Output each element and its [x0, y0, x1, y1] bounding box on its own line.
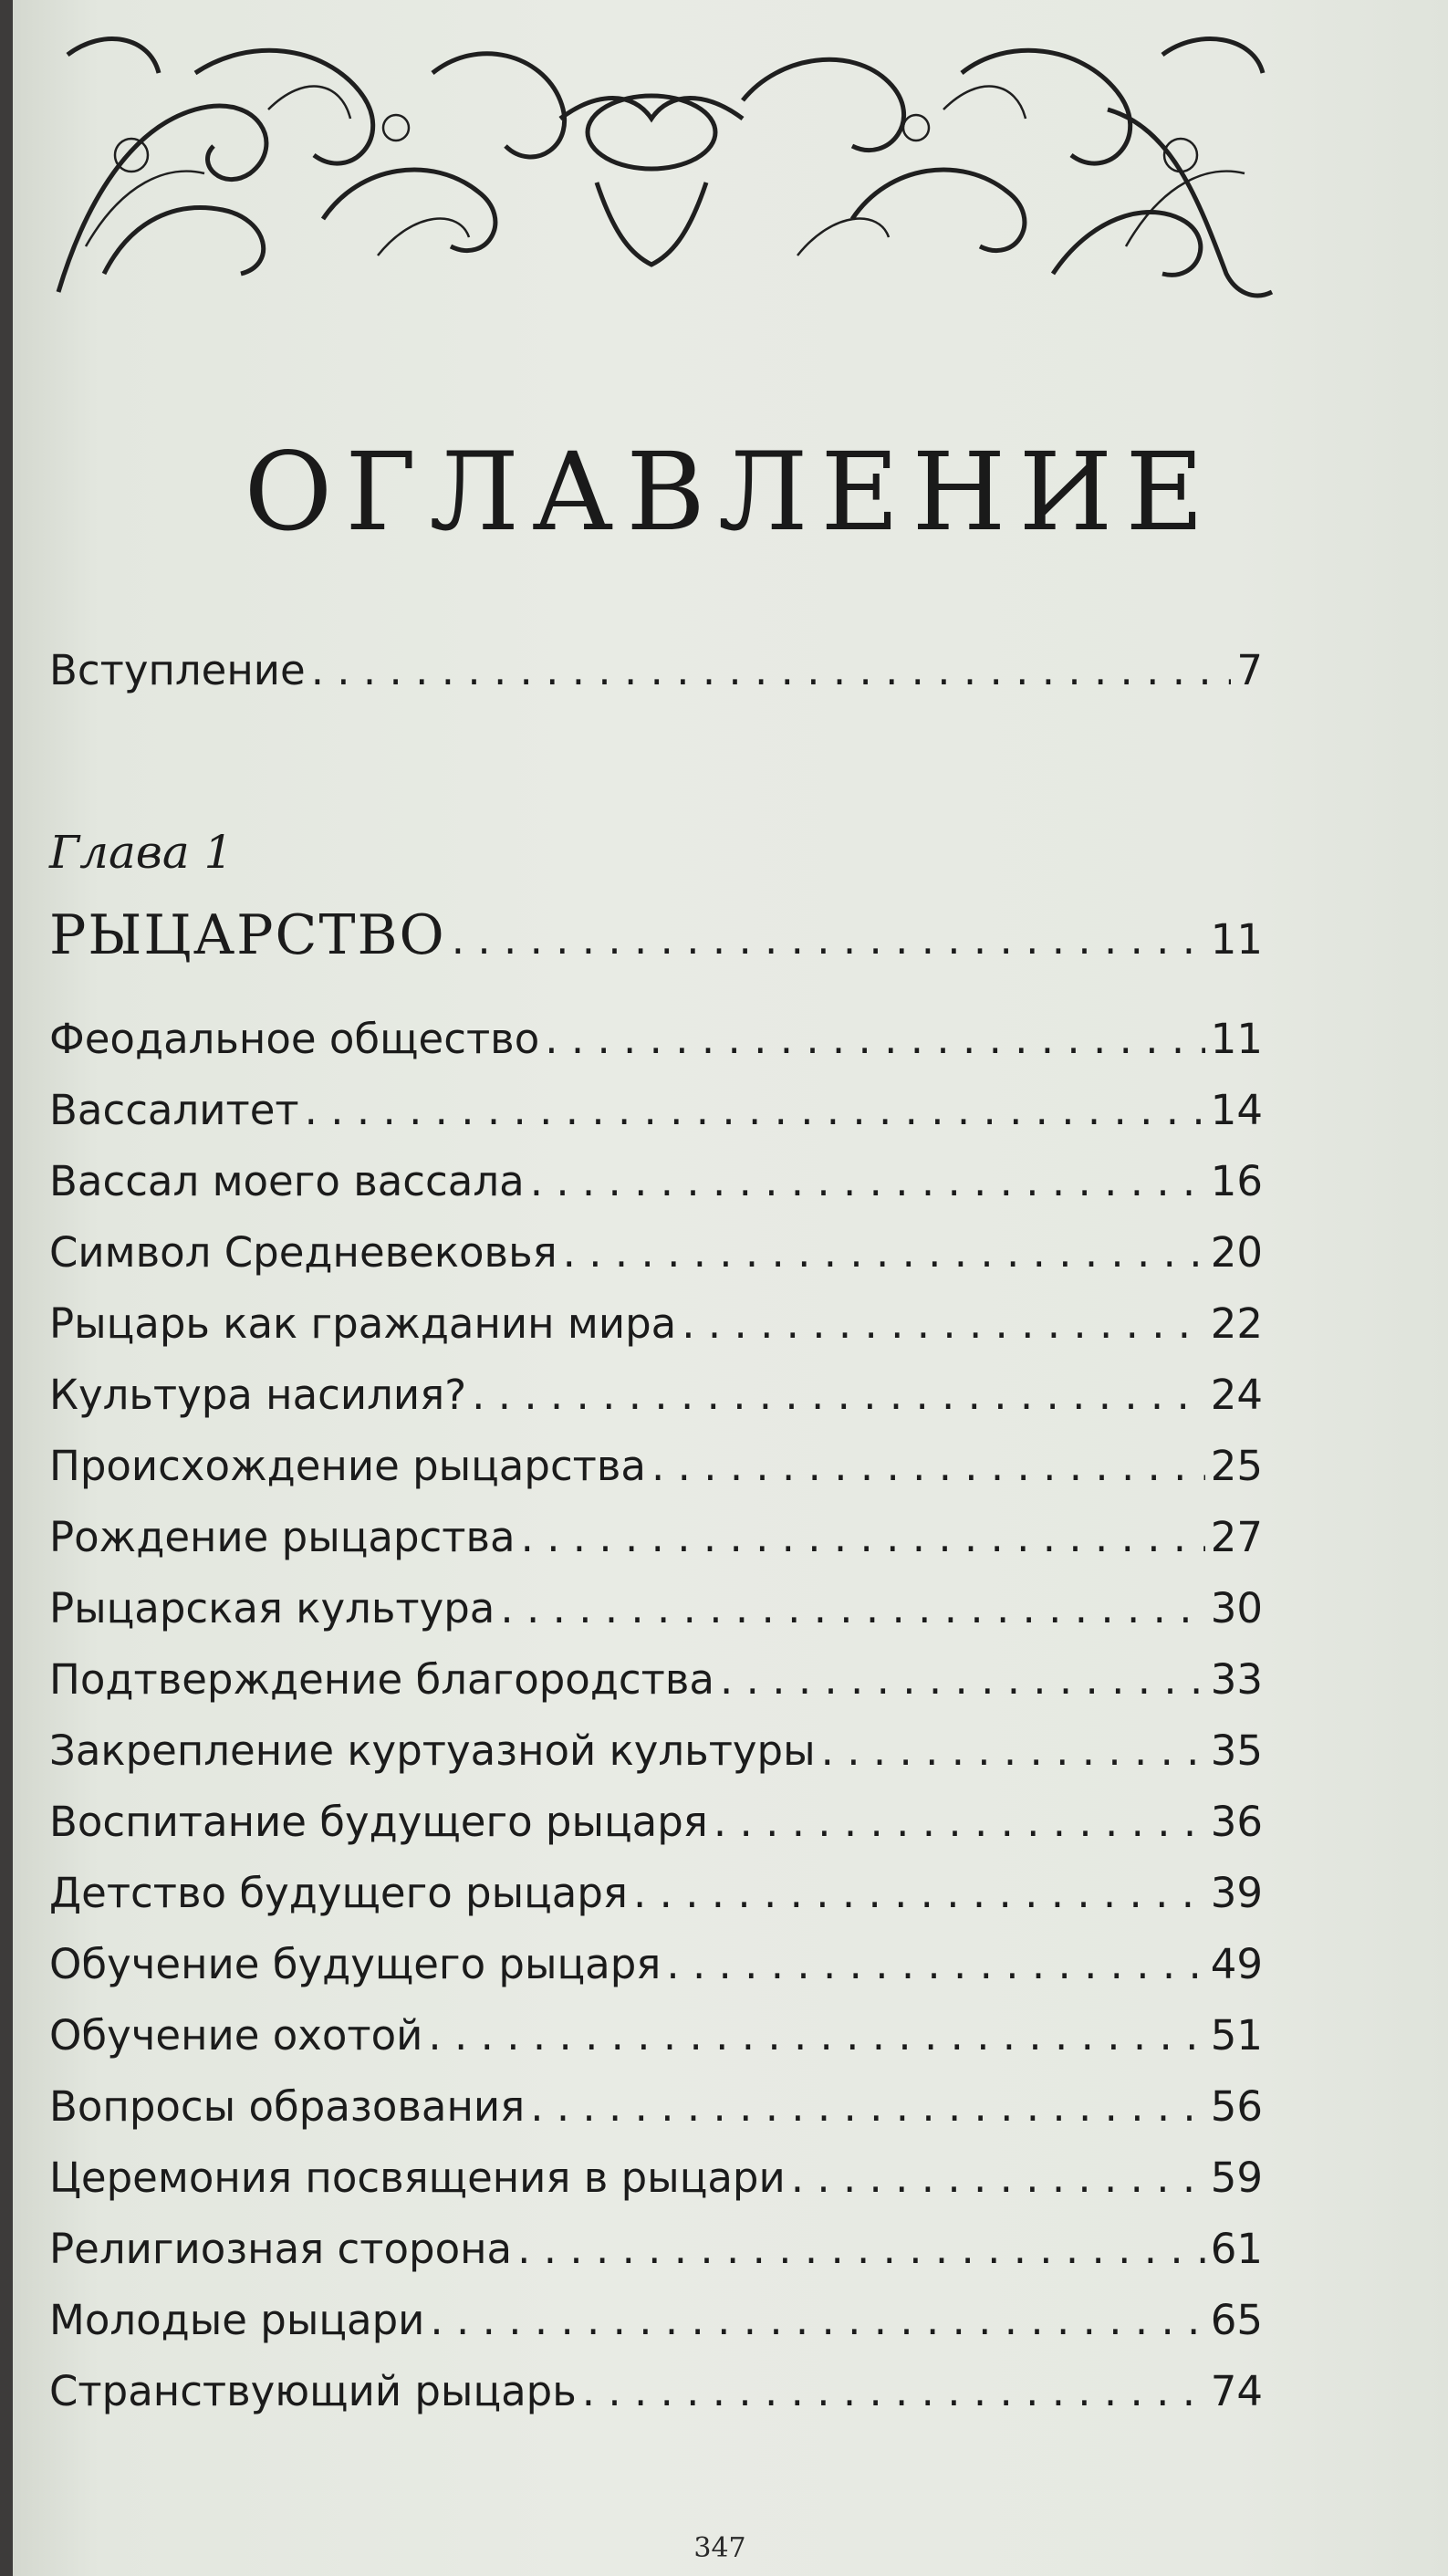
leader-dots	[530, 2082, 1205, 2131]
leader-dots	[428, 2011, 1204, 2060]
toc-entry[interactable]	[49, 1299, 1263, 1348]
toc-entry-label: Церемония посвящения в рыцари	[49, 2154, 786, 2202]
toc-entry-page: 20	[1210, 1228, 1263, 1277]
toc-entry-page: 51	[1210, 2011, 1263, 2060]
toc-entry[interactable]	[49, 2154, 1263, 2202]
toc-entry-label: Происхождение рыцарства	[49, 1442, 646, 1490]
page-title: ОГЛАВЛЕНИЕ	[244, 429, 1217, 555]
toc-entry[interactable]	[49, 2011, 1263, 2060]
toc-entry-page: 30	[1210, 1584, 1263, 1632]
toc-entry-page: 27	[1210, 1513, 1263, 1561]
toc-entry[interactable]	[49, 2082, 1263, 2131]
leader-dots	[582, 2367, 1205, 2415]
toc-entry[interactable]	[49, 1228, 1263, 1277]
leader-dots	[791, 2154, 1205, 2202]
toc-entry[interactable]	[49, 1371, 1263, 1419]
leader-dots	[714, 1798, 1205, 1846]
toc-entry-page: 56	[1210, 2082, 1263, 2131]
toc-entry-label: Вассалитет	[49, 1086, 299, 1134]
toc-entry-page: 11	[1210, 1015, 1263, 1063]
toc-entry-label: Детство будущего рыцаря	[49, 1869, 628, 1917]
toc-entry-label: Вассал моего вассала	[49, 1157, 525, 1205]
leader-dots	[666, 1940, 1204, 1988]
toc-entry[interactable]	[49, 1015, 1263, 1063]
book-page	[13, 0, 1448, 2576]
leader-dots	[430, 2296, 1204, 2344]
toc-entry-label: Воспитание будущего рыцаря	[49, 1798, 708, 1846]
leader-dots	[682, 1299, 1204, 1348]
toc-entry-page: 36	[1210, 1798, 1263, 1846]
toc-entry-page: 35	[1210, 1726, 1263, 1775]
leader-dots	[563, 1228, 1205, 1277]
toc-entry[interactable]	[49, 1086, 1263, 1134]
toc-entry[interactable]	[49, 1442, 1263, 1490]
toc-entry-page: 16	[1210, 1157, 1263, 1205]
toc-entry-page: 7	[1236, 646, 1263, 694]
leader-dots	[305, 1086, 1205, 1134]
toc-entry-page: 65	[1210, 2296, 1263, 2344]
toc-entry-label: Символ Средневековья	[49, 1228, 557, 1277]
toc-entry-label: Странствующий рыцарь	[49, 2367, 577, 2415]
toc-entry[interactable]	[49, 2367, 1263, 2415]
toc-entry-label: Вступление	[49, 646, 306, 694]
toc-entry-page: 49	[1210, 1940, 1263, 1988]
leader-dots	[633, 1869, 1205, 1917]
toc-entry[interactable]	[49, 1655, 1263, 1704]
chapter-title: РЫЦАРСТВО	[49, 903, 446, 967]
leader-dots	[651, 1442, 1205, 1490]
toc-entry-label: Обучение охотой	[49, 2011, 423, 2060]
ornament-header-decoration	[49, 18, 1281, 319]
leader-dots	[720, 1655, 1205, 1704]
toc-entry-label: Молодые рыцари	[49, 2296, 425, 2344]
toc-entry-label: Рождение рыцарства	[49, 1513, 516, 1561]
leader-dots	[545, 1015, 1205, 1063]
toc-entry[interactable]	[49, 1513, 1263, 1561]
toc-entry-page: 24	[1210, 1371, 1263, 1419]
toc-entry-page: 11	[1210, 915, 1263, 964]
toc-entry-page: 22	[1210, 1299, 1263, 1348]
toc-entry-label: Обучение будущего рыцаря	[49, 1940, 661, 1988]
toc-entry-chapter-title[interactable]	[49, 903, 1263, 967]
leader-dots	[517, 2225, 1205, 2273]
leader-dots	[821, 1726, 1205, 1775]
chapter-label: Глава 1	[49, 826, 234, 879]
toc-entry[interactable]	[49, 1869, 1263, 1917]
toc-entry-label: Рыцарская культура	[49, 1584, 495, 1632]
toc-entry-label: Рыцарь как гражданин мира	[49, 1299, 677, 1348]
leader-dots	[500, 1584, 1204, 1632]
toc-entry-label: Феодальное общество	[49, 1015, 540, 1063]
toc-entry[interactable]	[49, 1584, 1263, 1632]
toc-entry[interactable]	[49, 1726, 1263, 1775]
leader-dots	[472, 1371, 1205, 1419]
toc-entry-page: 61	[1210, 2225, 1263, 2273]
toc-entry[interactable]	[49, 1157, 1263, 1205]
toc-entry[interactable]	[49, 1798, 1263, 1846]
leader-dots	[530, 1157, 1205, 1205]
toc-entry-page: 39	[1210, 1869, 1263, 1917]
leader-dots	[452, 915, 1205, 964]
toc-entry-page: 74	[1210, 2367, 1263, 2415]
toc-entry-label: Закрепление куртуазной культуры	[49, 1726, 816, 1775]
toc-entry[interactable]	[49, 2225, 1263, 2273]
toc-entry-label: Вопросы образования	[49, 2082, 526, 2131]
toc-entry-label: Подтверждение благородства	[49, 1655, 714, 1704]
page-number: 347	[693, 2532, 746, 2564]
toc-entry-label: Религиозная сторона	[49, 2225, 513, 2273]
toc-entry-page: 33	[1210, 1655, 1263, 1704]
toc-entry-page: 59	[1210, 2154, 1263, 2202]
leader-dots	[521, 1513, 1205, 1561]
leader-dots	[311, 646, 1232, 694]
toc-entry-page: 25	[1210, 1442, 1263, 1490]
toc-entry[interactable]	[49, 1940, 1263, 1988]
toc-entry[interactable]	[49, 2296, 1263, 2344]
toc-entry-page: 14	[1210, 1086, 1263, 1134]
toc-entry-intro[interactable]	[49, 646, 1263, 694]
toc-entry-label: Культура насилия?	[49, 1371, 467, 1419]
